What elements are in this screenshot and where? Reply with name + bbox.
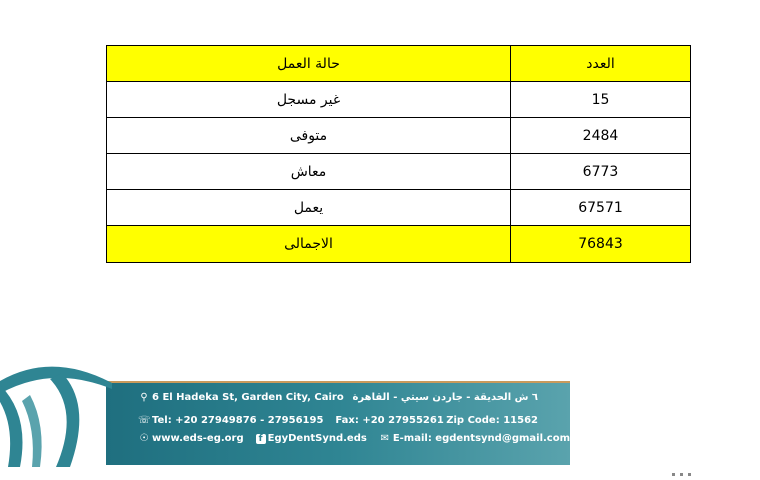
footer-banner bbox=[0, 355, 570, 467]
count-cell: 15 bbox=[511, 82, 691, 118]
statistics-table-container bbox=[106, 45, 690, 263]
status-cell: متوفى bbox=[107, 118, 511, 154]
email-link[interactable]: E-mail: egdentsynd@gmail.com bbox=[392, 433, 570, 444]
count-cell: 6773 bbox=[511, 154, 691, 190]
status-cell: يعمل bbox=[107, 190, 511, 226]
table-header-row bbox=[107, 46, 691, 82]
count-cell: 67571 bbox=[511, 190, 691, 226]
total-count: 76843 bbox=[511, 226, 691, 263]
table-row bbox=[107, 154, 691, 190]
header-status: حالة العمل bbox=[107, 46, 511, 82]
status-cell: معاش bbox=[107, 154, 511, 190]
total-label: الاجمالى bbox=[107, 226, 511, 263]
facebook-link[interactable]: EgyDentSynd.eds bbox=[267, 433, 367, 444]
fax: Fax: +20 27955261 bbox=[335, 415, 444, 426]
page-mark bbox=[672, 461, 702, 464]
website-link[interactable]: www.eds-eg.org bbox=[152, 433, 244, 444]
facebook-icon: f bbox=[256, 434, 266, 444]
work-status-table bbox=[106, 45, 691, 263]
telephone: Tel: +20 27949876 - 27956195 bbox=[152, 415, 324, 426]
address-en: 6 El Hadeka St, Garden City, Cairo bbox=[152, 392, 344, 403]
zip-code: Zip Code: 11562 bbox=[446, 415, 538, 426]
mail-icon: ✉ bbox=[380, 433, 389, 444]
address-ar: ٦ ش الحديقة - جاردن سيتي - القاهرة bbox=[352, 392, 538, 403]
table-row bbox=[107, 118, 691, 154]
location-pin-icon: ⚲ bbox=[140, 392, 148, 403]
table-row bbox=[107, 190, 691, 226]
table-row bbox=[107, 82, 691, 118]
phone-icon: ☏ bbox=[138, 415, 151, 426]
status-cell: غير مسجل bbox=[107, 82, 511, 118]
globe-icon: ☉ bbox=[139, 433, 149, 444]
count-cell: 2484 bbox=[511, 118, 691, 154]
header-count: العدد bbox=[511, 46, 691, 82]
syndicate-logo-icon bbox=[0, 355, 112, 467]
table-total-row bbox=[107, 226, 691, 263]
